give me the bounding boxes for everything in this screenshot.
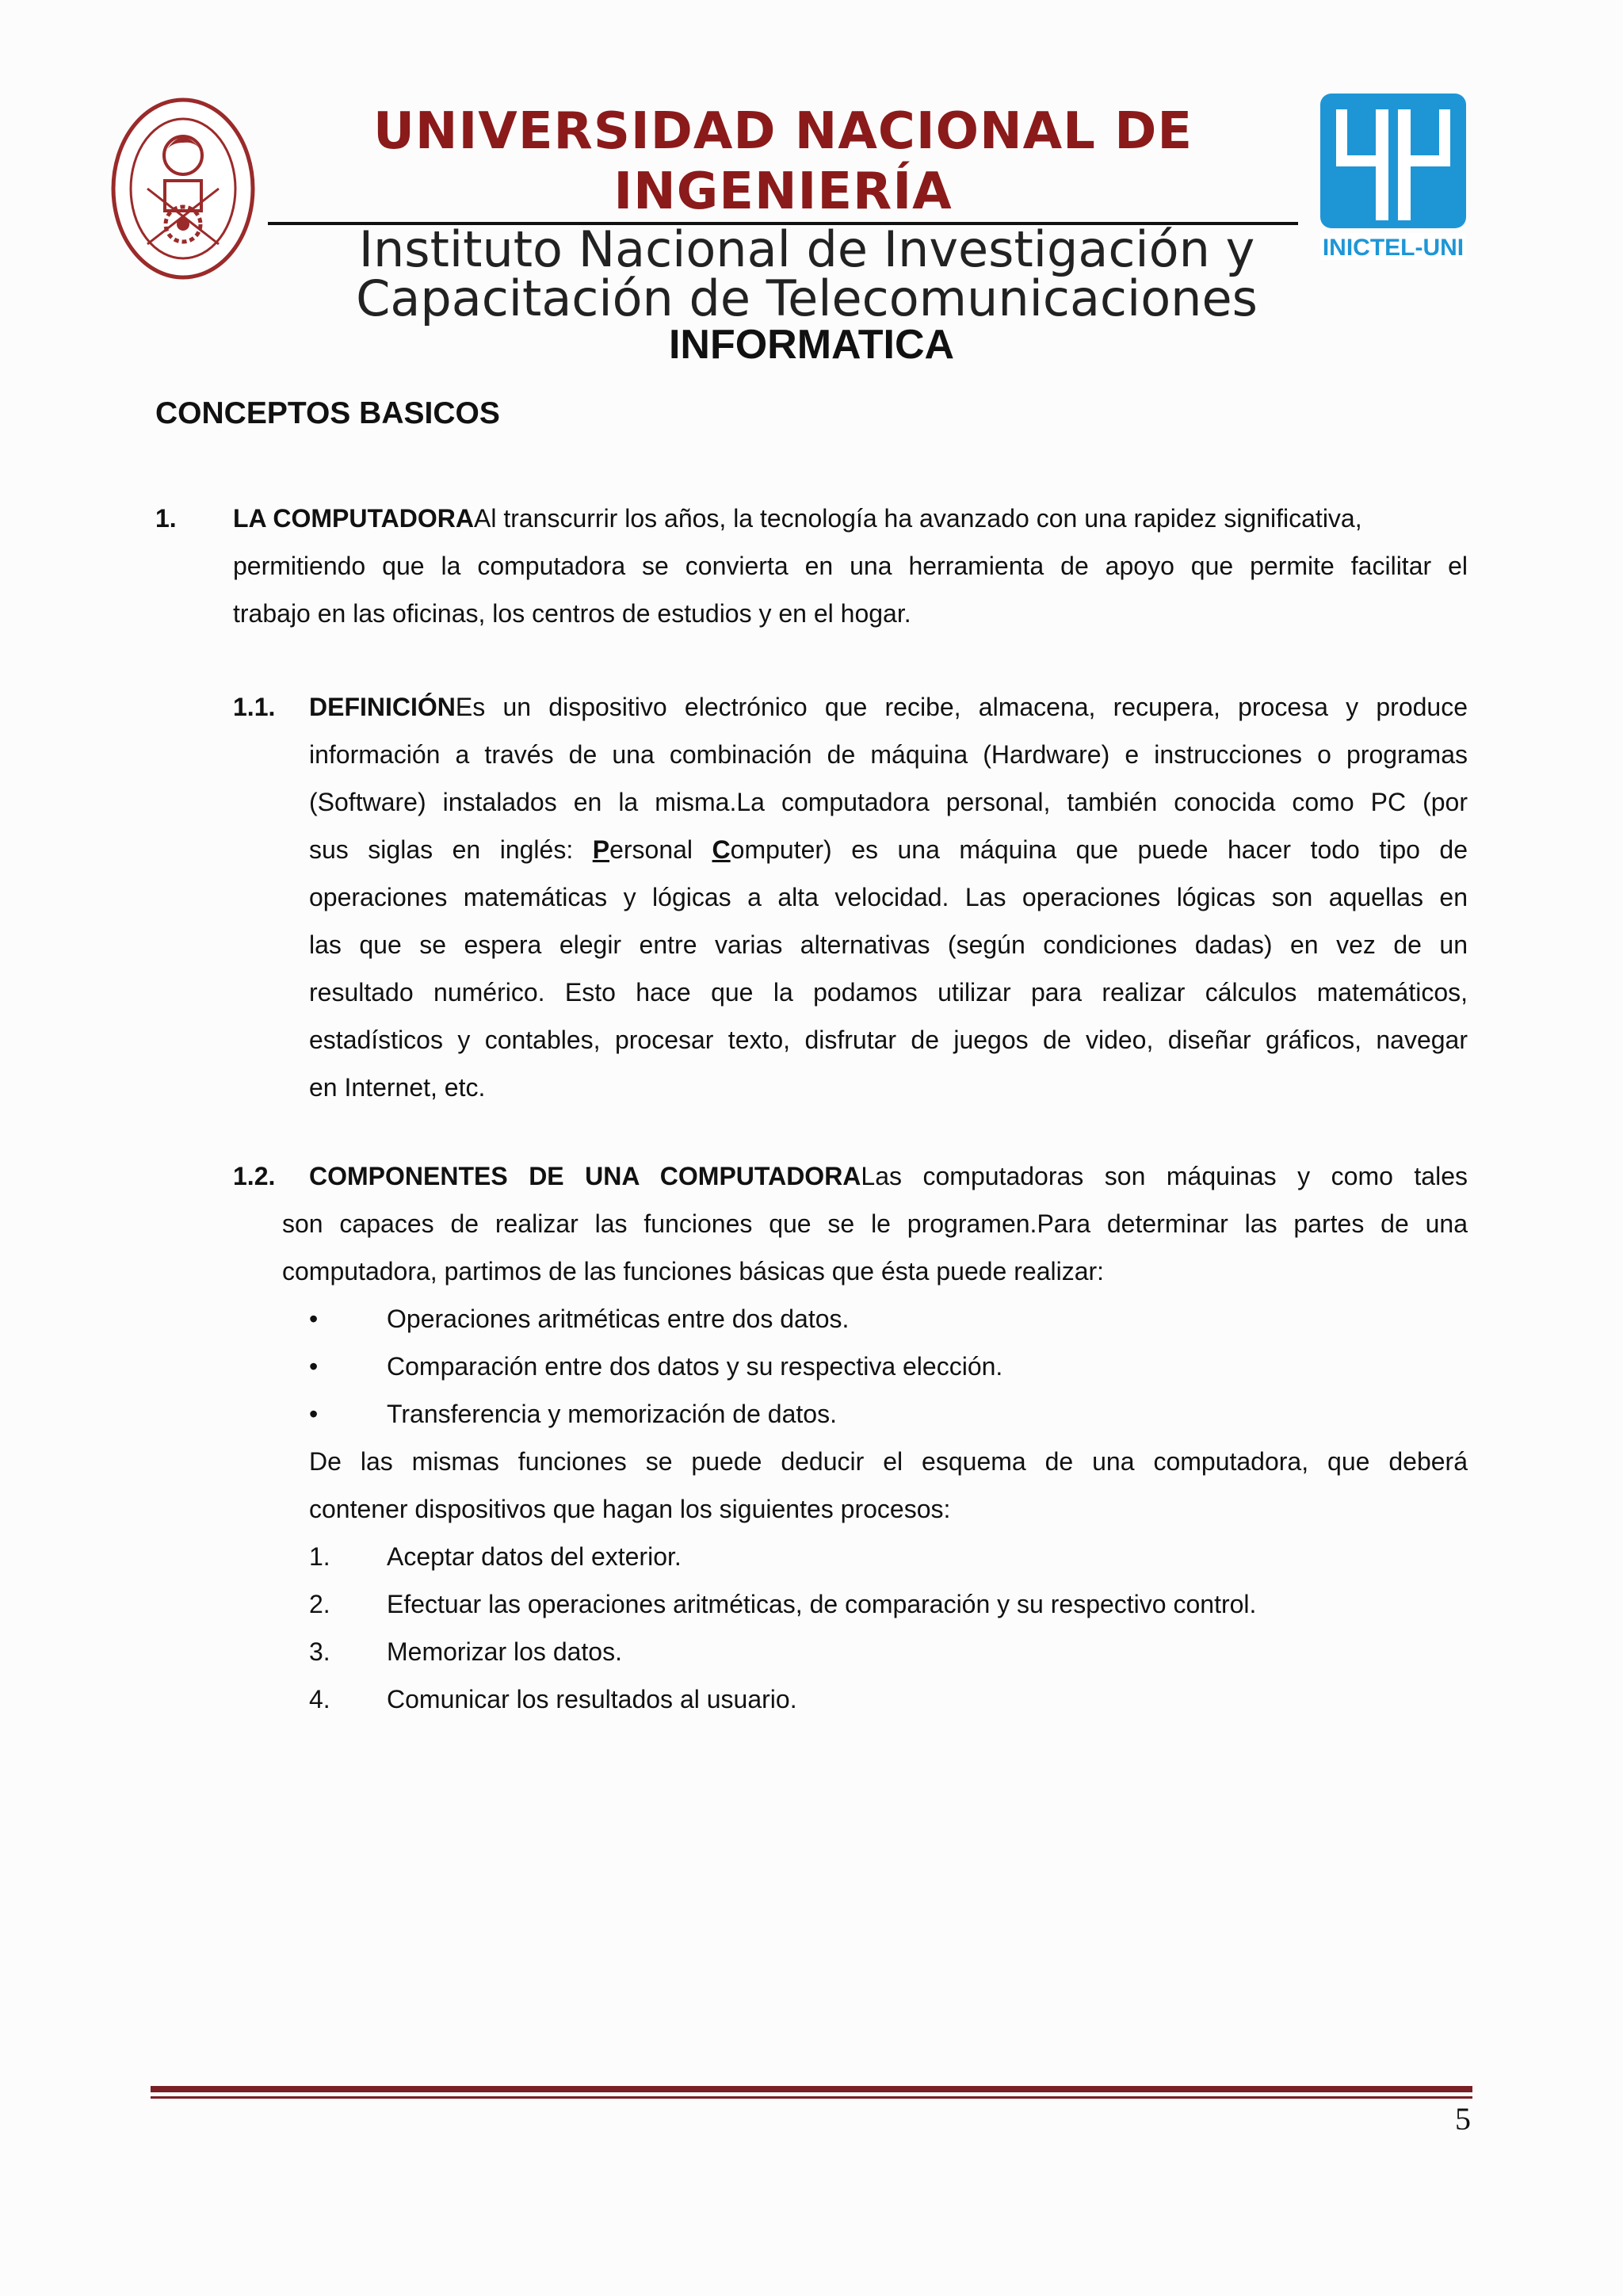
section-1-1-line-2: información a través de una combinación de máquina (Hardware) e instrucciones o programas (309, 740, 1468, 769)
section-1-1-line-1: DEFINICIÓNEs un dispositivo electrónico que recibe, almacena, recupera, procesa y produce (309, 693, 1468, 721)
section-1-1-line-7: resultado numérico. Esto hace que la podamos utilizar para realizar cálculos matemáticos, (309, 978, 1468, 1007)
document-title: INFORMATICA (668, 322, 955, 368)
section-1-line-3: trabajo en las oficinas, los centros de estudios y en el hogar. (233, 599, 911, 628)
step-item: Efectuar las operaciones aritméticas, de comparación y su respectivo control. (387, 1590, 1257, 1618)
inictel-logo-icon (1320, 94, 1466, 260)
section-1-2-heading: COMPONENTES DE UNA COMPUTADORA (309, 1162, 861, 1190)
section-1-2-line-2: son capaces de realizar las funciones que se le programen.Para determinar las partes de una (282, 1209, 1468, 1238)
section-1-1-line-4: sus siglas en inglés: Personal Computer) es una máquina que puede hacer todo tipo de (309, 835, 1468, 864)
step-number: 2. (309, 1590, 330, 1618)
bullet-icon: • (309, 1305, 319, 1333)
step-item: Memorizar los datos. (387, 1637, 622, 1666)
section-1-1-line-8: estadísticos y contables, procesar texto, disfrutar de juegos de video, diseñar gráficos, navegar (309, 1026, 1468, 1054)
step-number: 3. (309, 1637, 330, 1666)
section-1-2-line-1: COMPONENTES DE UNA COMPUTADORALas computadoras son máquinas y como tales (309, 1162, 1468, 1190)
university-name: UNIVERSIDAD NACIONAL DE INGENIERÍA (268, 101, 1298, 225)
section-1-1-line-9: en Internet, etc. (309, 1073, 486, 1102)
section-1-number: 1. (155, 504, 177, 533)
footer-rule-thin (151, 2096, 1472, 2099)
bullet-icon: • (309, 1400, 319, 1428)
section-1-line-1: LA COMPUTADORAAl transcurrir los años, la tecnología ha avanzado con una rapidez significativa, (233, 504, 1362, 533)
step-item: Comunicar los resultados al usuario. (387, 1685, 797, 1713)
section-1-2-para2-line-2: contener dispositivos que hagan los siguientes procesos: (309, 1495, 951, 1523)
logo-text: INICTEL-UNI (1322, 235, 1465, 260)
bullet-item: Operaciones aritméticas entre dos datos. (387, 1305, 850, 1333)
bullet-item: Comparación entre dos datos y su respectiva elección. (387, 1352, 1003, 1381)
section-1-1-line-5: operaciones matemáticas y lógicas a alta velocidad. Las operaciones lógicas son aquellas en (309, 883, 1468, 911)
section-1-1-heading: DEFINICIÓN (309, 693, 456, 721)
section-1-line-2: permitiendo que la computadora se convierta en una herramienta de apoyo que permite facilitar el (233, 552, 1468, 580)
section-1-2-number: 1.2. (233, 1162, 276, 1190)
bullet-icon: • (309, 1352, 319, 1381)
section-heading: CONCEPTOS BASICOS (155, 396, 500, 430)
section-1-2-para2-line-1: De las mismas funciones se puede deducir el esquema de una computadora, que deberá (309, 1447, 1468, 1476)
page-number: 5 (1455, 2101, 1471, 2137)
step-item: Aceptar datos del exterior. (387, 1542, 682, 1571)
university-seal-icon (108, 94, 258, 284)
section-1-1-number: 1.1. (233, 693, 276, 721)
bullet-item: Transferencia y memorización de datos. (387, 1400, 837, 1428)
section-1-1-line-6: las que se espera elegir entre varias alternativas (según condiciones dadas) en vez de un (309, 930, 1468, 959)
section-1-1-line-3: (Software) instalados en la misma.La computadora personal, también conocida como PC (por (309, 788, 1468, 816)
institute-line-1: Instituto Nacional de Investigación y (358, 220, 1255, 278)
step-number: 4. (309, 1685, 330, 1713)
step-number: 1. (309, 1542, 330, 1571)
footer-rule (151, 2086, 1472, 2092)
section-1-2-line-3: computadora, partimos de las funciones básicas que ésta puede realizar: (282, 1257, 1105, 1286)
institution-header (268, 101, 1298, 327)
institute-line-2: Capacitación de Telecomunicaciones (356, 269, 1258, 327)
section-1-heading: LA COMPUTADORA (233, 504, 474, 533)
